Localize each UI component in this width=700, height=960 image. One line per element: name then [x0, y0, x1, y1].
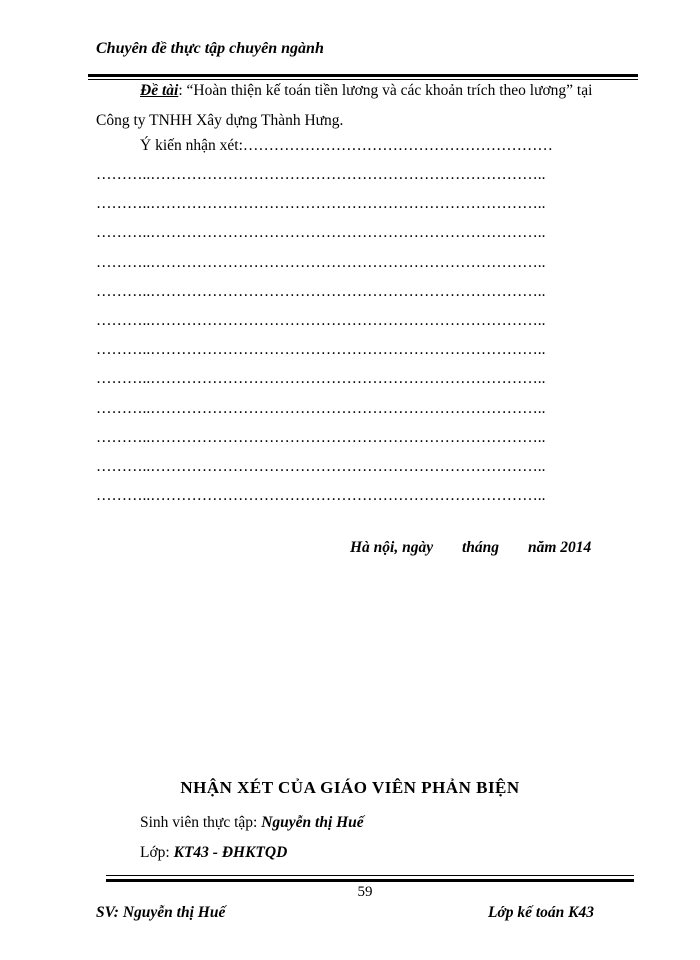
class-value: KT43 - ĐHKTQD — [173, 844, 288, 861]
comment-dot-line: ………..………………………………………………………………….. — [96, 458, 546, 475]
comment-dot-line: ………..………………………………………………………………….. — [96, 399, 546, 417]
comment-label: Ý kiến nhận xét — [140, 137, 239, 154]
comment-dot-line: ………..………………………………………………………………….. — [96, 370, 546, 388]
class-label: Lớp — [140, 844, 166, 861]
comment-dot-line: ………..………………………………………………………………….. — [96, 224, 546, 242]
student-field — [140, 814, 364, 832]
comment-dot-line: ………..………………………………………………………………….. — [96, 428, 546, 446]
class-field — [140, 844, 287, 862]
comment-label-line — [140, 137, 553, 155]
topic-text-line1: : “Hoàn thiện kế toán tiền lương và các khoản trích theo lương” tại — [178, 82, 593, 99]
review-section-title: NHẬN XÉT CỦA GIÁO VIÊN PHẢN BIỆN — [180, 778, 520, 797]
student-colon: : — [253, 814, 262, 831]
comment-dot-line: ………..………………………………………………………………….. — [96, 487, 546, 505]
page-number: 59 — [357, 884, 373, 900]
footer-class: Lớp kế toán K43 — [487, 904, 594, 921]
comment-dot-line: ………..………………………………………………………………….. — [96, 195, 546, 213]
comment-dot-line: ………..………………………………………………………………….. — [96, 312, 546, 329]
footer-student: SV: Nguyễn thị Huế — [96, 904, 226, 921]
date-place: Hà nội, ngày — [350, 539, 434, 556]
footer-rule-thick — [106, 879, 634, 882]
date-year: năm 2014 — [528, 539, 592, 556]
topic-paragraph — [96, 76, 636, 136]
topic-text-line2: Công ty TNHH Xây dựng Thành Hưng. — [96, 112, 344, 129]
comment-dot-line: ………..………………………………………………………………….. — [96, 253, 546, 271]
class-colon: : — [165, 844, 174, 861]
topic-label: Đề tài — [140, 82, 179, 99]
document-header-title: Chuyên đề thực tập chuyên ngành — [96, 40, 324, 57]
footer-rule-thin — [106, 875, 634, 876]
date-month: tháng — [462, 539, 500, 556]
comment-dot-line: ………..………………………………………………………………….. — [96, 282, 546, 300]
date-line — [350, 539, 591, 557]
comment-dot-line: ………..………………………………………………………………….. — [96, 341, 546, 359]
student-label: Sinh viên thực tập — [140, 814, 254, 831]
student-name: Nguyễn thị Huế — [261, 814, 364, 831]
comment-dot-line: ………..………………………………………………………………….. — [96, 166, 546, 183]
comment-first-dots: :…………………………………………………… — [238, 137, 553, 154]
